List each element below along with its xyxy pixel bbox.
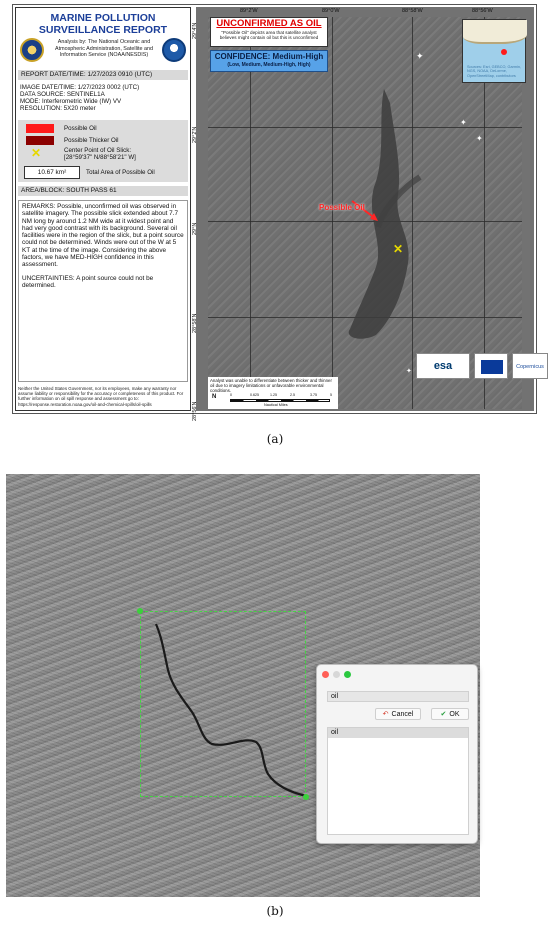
scale-tick-label: 0.625 (250, 393, 259, 397)
scale-bar (208, 393, 338, 409)
list-item[interactable]: oil (328, 728, 468, 738)
cancel-label: Cancel (391, 711, 414, 718)
scale-units: Nautical Miles (264, 403, 288, 407)
sar-map (192, 7, 544, 421)
cancel-button[interactable] (375, 708, 421, 720)
thicker-oil-swatch (26, 136, 54, 145)
selection-handle-bottom-right[interactable] (303, 794, 309, 800)
platform-marker: ✦ (476, 134, 483, 143)
north-arrow-icon: N (212, 394, 217, 400)
center-point-icon: ✕ (31, 146, 42, 160)
scale-tick-label: 0 (230, 393, 232, 397)
analyst-note: Analyst was unable to differentiate between thicker and thinner oil due to imagery limitations or unfavorable environmental conditions. (208, 377, 338, 393)
close-window-button[interactable] (322, 671, 329, 678)
noaa-logo-icon (162, 38, 186, 62)
ok-label: OK (449, 711, 460, 718)
inset-map (462, 19, 526, 83)
report-title-line1: MARINE POLLUTION (50, 12, 156, 24)
report-title-line2: SURVEILLANCE REPORT (38, 24, 168, 36)
scale-bar-graphic (230, 399, 330, 402)
lon-tick: 89°0'W (322, 8, 340, 14)
undo-icon: ↶ (382, 711, 389, 718)
platform-marker: ✦ (406, 368, 412, 375)
scale-tick-label: 5 (330, 393, 332, 397)
image-datetime: IMAGE DATE/TIME: 1/27/2023 0002 (UTC) (20, 84, 140, 91)
unconfirmed-subtitle: "Possible Oil" depicts area that satellite analyst believes might contain oil but this is unconfirmed (219, 30, 319, 41)
legend-thicker-oil: Possible Thicker Oil (64, 137, 119, 144)
lon-tick: 89°2'W (240, 8, 258, 14)
mode: MODE: Interferometric Wide (IW) VV (20, 98, 122, 105)
commerce-seal-icon (20, 38, 44, 62)
remarks-box (18, 200, 188, 382)
center-point-marker: ✕ (393, 242, 404, 256)
report-datetime: REPORT DATE/TIME: 1/27/2023 0910 (UTC) (18, 70, 188, 80)
lat-tick: 29°4'N (192, 22, 198, 39)
lat-tick: 29°2'N (192, 126, 198, 143)
label-list[interactable] (327, 727, 469, 835)
inset-credit: Sources: Esri, GEBCO, Garmin, NGS, NOAA, DeLorme, OpenStreetMap, contributors (467, 64, 522, 78)
unconfirmed-box (210, 17, 328, 47)
caption-a: (a) (266, 432, 284, 446)
platform-marker: ✦ (460, 118, 467, 127)
possible-oil-swatch (26, 124, 54, 133)
legend-center-coords: [28°59'37" N/88°58'21" W] (64, 154, 136, 161)
platform-marker: ✦ (416, 51, 424, 61)
partner-logos (416, 353, 544, 379)
area-value: 10.67 km² (24, 166, 80, 179)
resolution: RESOLUTION: 5X20 meter (20, 105, 96, 112)
eu-flag-logo (474, 353, 508, 379)
unconfirmed-title: UNCONFIRMED AS OIL (216, 18, 322, 29)
report-info-column (15, 7, 191, 411)
area-block: AREA/BLOCK: SOUTH PASS 61 (18, 186, 188, 196)
confidence-subtitle: (Low, Medium, Medium-High, High) (227, 62, 311, 68)
lat-tick: 29°N (192, 222, 198, 235)
confidence-title: CONFIDENCE: Medium-High (214, 52, 324, 61)
label-input[interactable]: oil (327, 691, 469, 702)
lon-tick: 88°56'W (472, 8, 493, 14)
minimize-window-button[interactable] (333, 671, 340, 678)
report-header (16, 8, 190, 66)
data-source: DATA SOURCE: SENTINEL1A (20, 91, 105, 98)
caption-b: (b) (266, 904, 284, 918)
lat-tick: 28°56'N (192, 401, 198, 421)
possible-oil-label: Possible Oil (319, 203, 365, 212)
remarks-text: REMARKS: Possible, unconfirmed oil was observed in satellite imagery. The possible slick extended about 7.7 NM long by around 1.2 NM wide at it widest point and had very good contrast with its background. Several oil facilities were in the region of the slick, but a point source could not be determined. Winds were out of the W at 5 KT at the time of the image. Considering the above factors, we have MED-HIGH confidence in this assessment. (22, 203, 184, 269)
confidence-box (210, 50, 328, 72)
ok-button[interactable] (431, 708, 469, 720)
inset-land (463, 20, 527, 44)
scale-tick-label: 2.5 (290, 393, 295, 397)
selection-box[interactable] (140, 611, 306, 797)
oil-slick-shape (349, 89, 409, 339)
selection-handle-top-left[interactable] (137, 608, 143, 614)
area-label: Total Area of Possible Oil (86, 169, 155, 176)
scale-tick-label: 1.25 (270, 393, 277, 397)
lat-tick: 28°58'N (192, 313, 198, 333)
location-dot-icon (501, 49, 507, 55)
label-dialog (316, 664, 478, 844)
area-row (18, 164, 188, 184)
legend-possible-oil: Possible Oil (64, 125, 97, 132)
check-icon: ✔ (440, 711, 447, 718)
legend-center-point: Center Point of Oil Slick: (64, 147, 132, 154)
copernicus-logo: Copernicus (512, 353, 548, 379)
scale-tick-label: 3.75 (310, 393, 317, 397)
esa-logo: esa (416, 353, 470, 379)
marine-pollution-report (12, 4, 544, 421)
analysis-by: Analysis by: The National Oceanic and Atmospheric Administration, Satellite and Information Service (NOAA/NESDIS) (55, 39, 153, 59)
eu-flag-icon (481, 360, 503, 374)
disclaimer: Neither the United States Government, nor its employees, make any warranty nor assume liability or responsibility for the accuracy or completeness of this product. For further information on oil spill response and assessment go to: https://response.restoration.noaa.gov/oil-and-chemical-spills/oil-spills (18, 386, 184, 407)
zoom-window-button[interactable] (344, 671, 351, 678)
uncertainties-text: UNCERTAINTIES: A point source could not be determined. (22, 274, 154, 289)
lon-tick: 88°58'W (402, 8, 423, 14)
